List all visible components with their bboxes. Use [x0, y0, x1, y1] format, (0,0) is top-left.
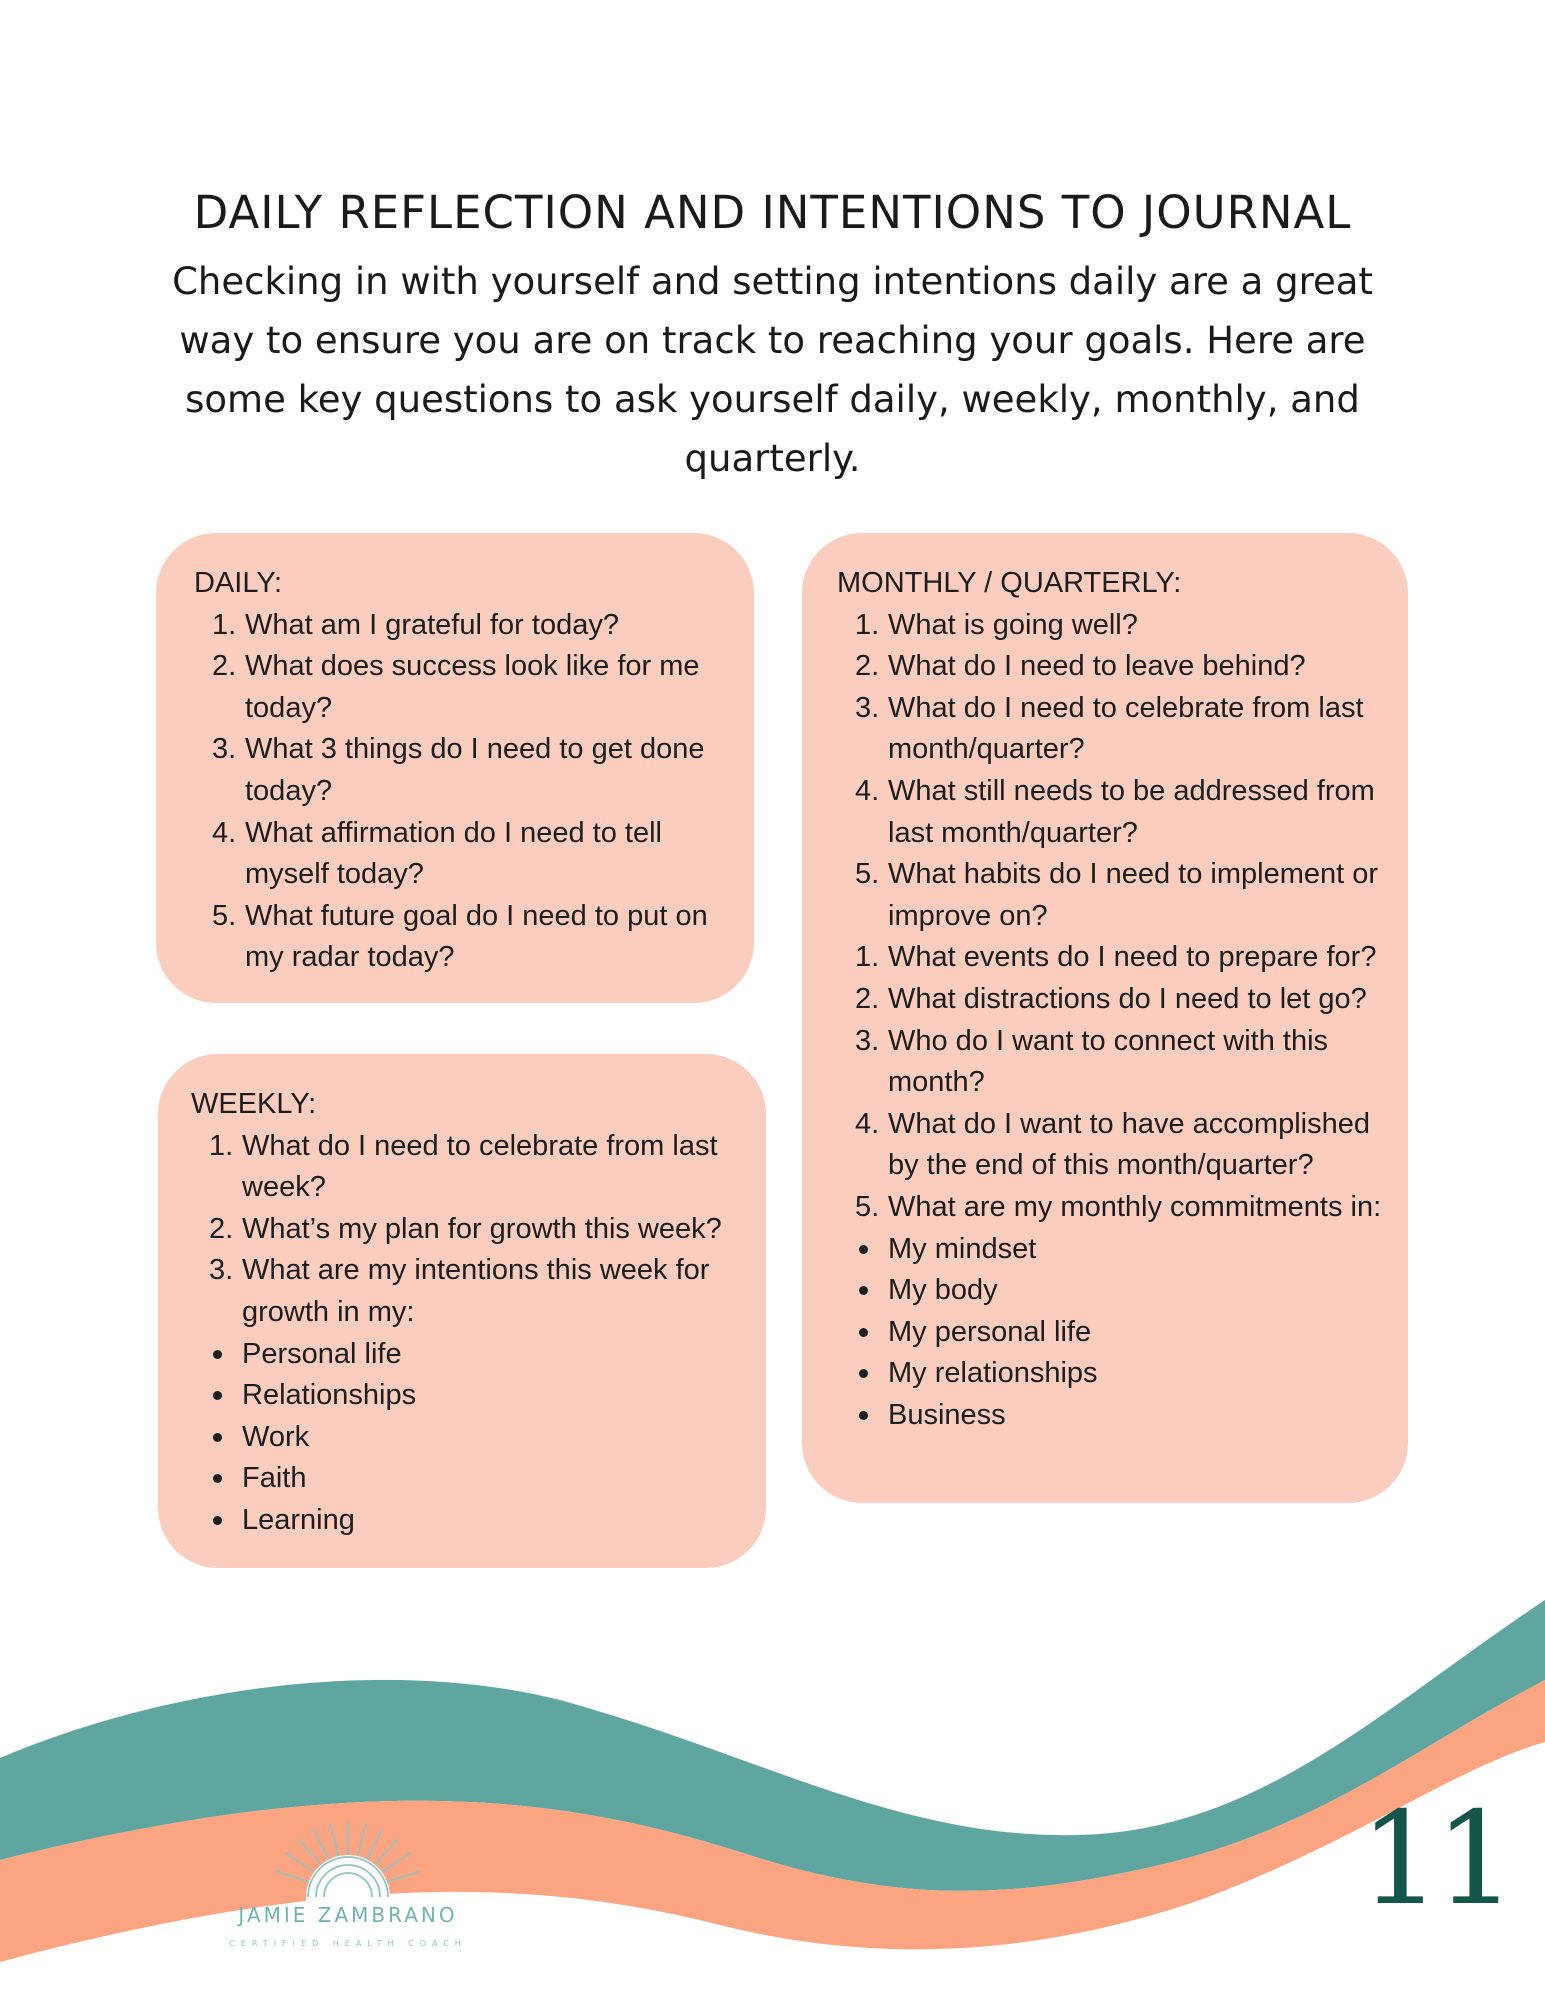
item-text: What am I grateful for today?: [245, 608, 619, 641]
bullet-item: Personal life: [209, 1334, 746, 1376]
list-item: [212, 605, 734, 647]
bullet-item: My relationships: [855, 1353, 1398, 1395]
bullet-item: Business: [855, 1395, 1398, 1437]
item-text: What do I need to leave behind?: [888, 650, 1306, 683]
list-item: [209, 1209, 746, 1251]
page-title: DAILY REFLECTION AND INTENTIONS TO JOURNAL: [193, 186, 1352, 239]
list-item: [855, 771, 1398, 854]
list-item: [855, 1104, 1398, 1187]
bullet-item: Learning: [209, 1500, 746, 1542]
list-item: [855, 605, 1398, 647]
daily-card: [156, 533, 754, 1003]
item-text: What 3 things do I need to get done today?: [245, 733, 705, 807]
monthly-bullet-list: [837, 1229, 1398, 1437]
item-number: 2.: [209, 1212, 234, 1245]
item-number: 2.: [855, 982, 880, 1015]
item-text: What’s my plan for growth this week?: [242, 1212, 722, 1245]
monthly-quarterly-card: [802, 533, 1408, 1503]
list-item: [855, 646, 1398, 688]
daily-question-list: [194, 605, 734, 979]
item-number: 4.: [855, 774, 880, 807]
list-item: [212, 729, 734, 812]
page-number: 11: [1359, 1785, 1511, 1934]
list-item: [855, 1187, 1398, 1229]
item-text: What does success look like for me today?: [245, 650, 700, 724]
item-text: What do I need to celebrate from last week?: [242, 1129, 718, 1204]
bullet-item: Relationships: [209, 1375, 746, 1417]
sunrise-logo-icon: [268, 1815, 428, 1901]
list-item: [212, 646, 734, 729]
bullet-item: My personal life: [855, 1312, 1398, 1354]
item-number: 5.: [855, 858, 880, 891]
item-number: 4.: [212, 816, 237, 849]
bullet-item: My mindset: [855, 1229, 1398, 1271]
item-text: What distractions do I need to let go?: [888, 982, 1367, 1015]
item-number: 1.: [209, 1129, 234, 1162]
daily-heading: DAILY:: [194, 567, 283, 599]
item-text: What are my monthly commitments in:: [888, 1190, 1382, 1223]
monthly-heading: MONTHLY / QUARTERLY:: [837, 567, 1182, 599]
item-number: 1.: [212, 608, 237, 641]
list-item: [855, 688, 1398, 771]
list-item: [212, 896, 734, 979]
item-number: 2.: [212, 650, 237, 683]
bullet-item: Faith: [209, 1458, 746, 1500]
list-item: [209, 1250, 746, 1333]
list-item: [855, 979, 1398, 1021]
item-text: What future goal do I need to put on my radar today?: [245, 899, 708, 974]
item-number: 3.: [209, 1254, 234, 1287]
weekly-card: [158, 1054, 766, 1568]
item-number: 3.: [855, 1024, 880, 1057]
bullet-item: Work: [209, 1417, 746, 1459]
item-text: What do I want to have accomplished by the end of this month/quarter?: [888, 1107, 1370, 1182]
item-number: 2.: [855, 650, 880, 683]
item-text: What affirmation do I need to tell myself today?: [245, 816, 662, 891]
item-text: What is going well?: [888, 608, 1138, 641]
item-number: 5.: [212, 899, 237, 932]
item-number: 1.: [855, 941, 880, 974]
item-text: What are my intentions this week for growth in my:: [242, 1254, 710, 1328]
list-item: [209, 1126, 746, 1209]
item-text: What events do I need to prepare for?: [888, 941, 1377, 974]
item-number: 4.: [855, 1107, 880, 1140]
item-text: Who do I want to connect with this month?: [888, 1024, 1329, 1099]
item-number: 5.: [855, 1190, 880, 1223]
list-item: [212, 813, 734, 896]
logo-tagline: CERTIFIED HEALTH COACH: [229, 1939, 467, 1948]
weekly-heading: WEEKLY:: [191, 1088, 317, 1120]
list-item: [855, 854, 1398, 937]
list-item: [855, 937, 1398, 979]
item-number: 3.: [855, 691, 880, 724]
item-text: What habits do I need to implement or improve on?: [888, 858, 1379, 932]
weekly-question-list: [191, 1126, 746, 1334]
monthly-question-list: [837, 605, 1398, 1229]
list-item: [855, 1021, 1398, 1104]
item-text: What still needs to be addressed from last month/quarter?: [888, 774, 1375, 849]
brand-logo: [218, 1815, 478, 1965]
bullet-item: My body: [855, 1270, 1398, 1312]
logo-name: JAMIE ZAMBRANO: [238, 1903, 458, 1927]
item-number: 3.: [212, 733, 237, 766]
intro-paragraph: Checking in with yourself and setting intentions daily are a great way to ensure you are on track to reaching your goals. Here are some key questions to ask yourself daily, weekly, monthly, and quarterly.: [172, 260, 1373, 480]
item-number: 1.: [855, 608, 880, 641]
weekly-bullet-list: [191, 1334, 746, 1542]
item-text: What do I need to celebrate from last month/quarter?: [888, 691, 1364, 766]
